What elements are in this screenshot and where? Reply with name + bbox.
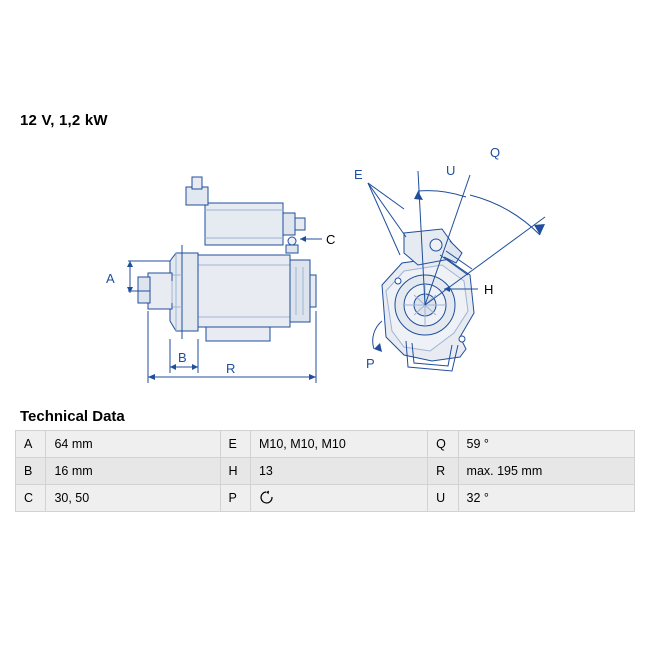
row-value-e: M10, M10, M10 bbox=[250, 431, 427, 458]
row-key-a: A bbox=[16, 431, 46, 458]
row-key-e: E bbox=[220, 431, 250, 458]
leader-P bbox=[373, 321, 382, 352]
label-B: B bbox=[178, 350, 187, 365]
row-key-r: R bbox=[428, 458, 458, 485]
row-key-b: B bbox=[16, 458, 46, 485]
label-Q: Q bbox=[490, 145, 501, 160]
row-key-u: U bbox=[428, 485, 458, 512]
row-value-r: max. 195 mm bbox=[458, 458, 634, 485]
front-view-group bbox=[382, 229, 474, 371]
row-key-h: H bbox=[220, 458, 250, 485]
row-key-c: C bbox=[16, 485, 46, 512]
table-row bbox=[16, 431, 635, 458]
side-view-group bbox=[138, 177, 316, 341]
row-value-p bbox=[250, 485, 427, 512]
label-C: C bbox=[326, 232, 336, 247]
row-value-c: 30, 50 bbox=[46, 485, 220, 512]
row-value-q: 59 ° bbox=[458, 431, 634, 458]
row-value-h: 13 bbox=[250, 458, 427, 485]
spec-voltage-power: 12 V, 1,2 kW bbox=[20, 112, 108, 129]
row-key-q: Q bbox=[428, 431, 458, 458]
label-U: U bbox=[446, 163, 456, 178]
label-R: R bbox=[226, 361, 236, 376]
starter-motor-technical-drawing bbox=[0, 125, 650, 395]
technical-data-heading: Technical Data bbox=[20, 408, 125, 425]
table-row bbox=[16, 485, 635, 512]
label-H: H bbox=[484, 282, 494, 297]
leader-E bbox=[368, 183, 406, 255]
leader-C bbox=[300, 236, 322, 242]
row-value-b: 16 mm bbox=[46, 458, 220, 485]
label-E: E bbox=[354, 167, 363, 182]
technical-data-table bbox=[15, 430, 635, 512]
row-value-a: 64 mm bbox=[46, 431, 220, 458]
rotation-direction-icon bbox=[259, 490, 275, 507]
label-P: P bbox=[366, 356, 375, 371]
row-key-p: P bbox=[220, 485, 250, 512]
row-value-u: 32 ° bbox=[458, 485, 634, 512]
label-A: A bbox=[106, 271, 115, 286]
table-row bbox=[16, 458, 635, 485]
